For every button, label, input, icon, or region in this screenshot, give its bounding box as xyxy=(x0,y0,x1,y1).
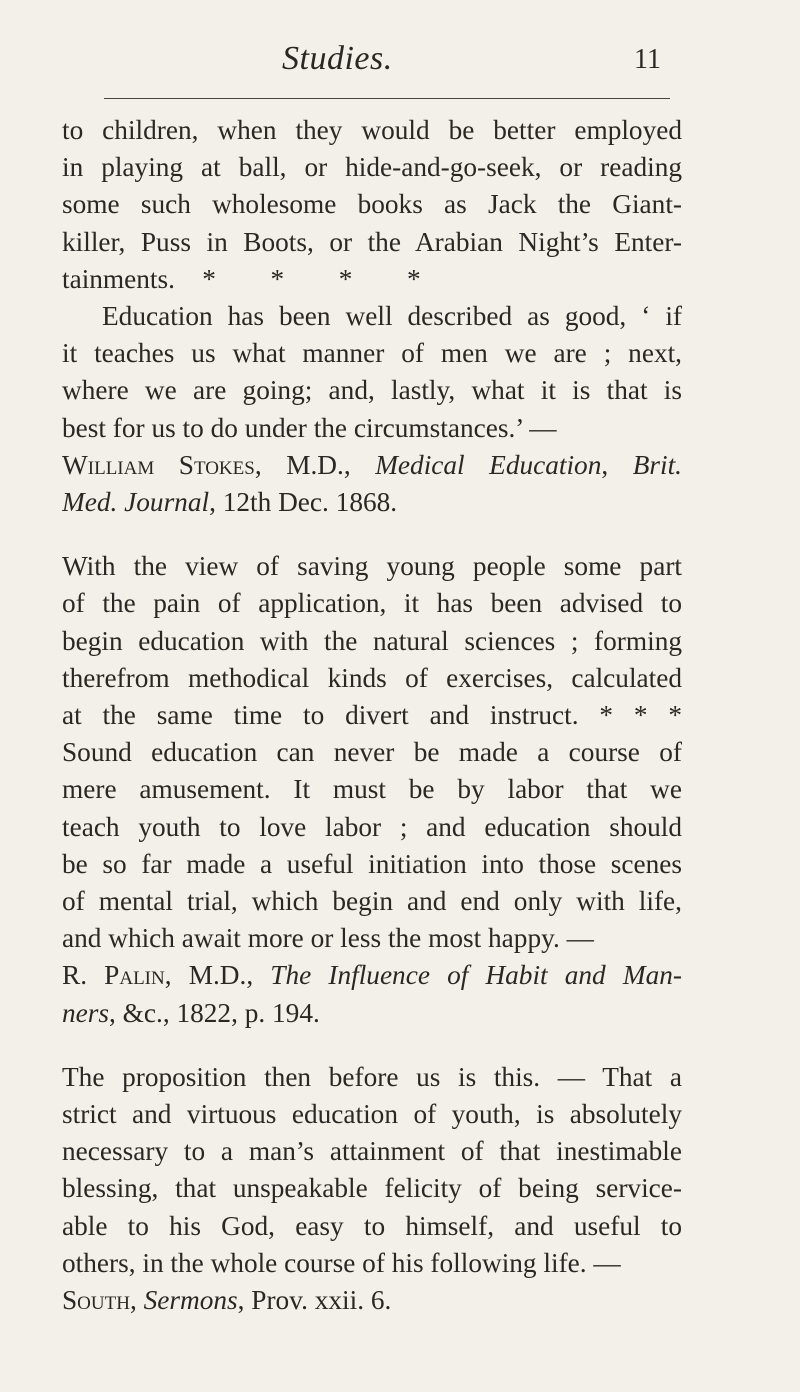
text-line: some such wholesome books as Jack the Giant- xyxy=(62,189,682,220)
citation-work: The Influence of Habit and Man- xyxy=(270,960,682,991)
text-line: where we are going; and, lastly, what it is that is xyxy=(62,375,682,406)
paragraph-natural-sciences xyxy=(62,548,682,1032)
text-line: teach youth to love labor ; and education should xyxy=(62,811,682,842)
citation-work: Brit. xyxy=(632,449,682,480)
citation-text: , M.D., xyxy=(164,960,271,991)
text-line: of mental trial, which begin and end only with life, xyxy=(62,886,682,917)
citation-text: , M.D., xyxy=(254,449,376,480)
text-line: be so far made a useful initiation into those scenes xyxy=(62,848,682,879)
text-line: able to his God, easy to himself, and useful to xyxy=(62,1210,682,1241)
citation-line xyxy=(62,484,682,521)
citation-text: , Prov. xxii. 6. xyxy=(237,1285,392,1316)
text-line: With the view of saving young people some part xyxy=(62,551,682,582)
citation-line xyxy=(62,1282,682,1319)
text-line: The proposition then before us is this. — That a xyxy=(62,1061,682,1092)
text-line: killer, Puss in Boots, or the Arabian Night’s Enter- xyxy=(62,226,682,257)
text-line: Sound education can never be made a course of xyxy=(62,737,682,768)
text-line: to children, when they would be better employed xyxy=(62,115,682,145)
text-line: in playing at ball, or hide-and-go-seek, or reading xyxy=(62,152,682,183)
text-line: of the pain of application, it has been advised to xyxy=(62,588,682,619)
citation-text: , xyxy=(129,1285,144,1316)
citation-author: R. Palin xyxy=(62,960,165,991)
citation-line xyxy=(62,957,682,994)
paragraph-education-defined xyxy=(62,298,682,521)
citation-text: , xyxy=(601,449,633,480)
text-line: necessary to a man’s attainment of that inestimable xyxy=(62,1136,682,1167)
text-line: at the same time to divert and instruct. * * * xyxy=(62,700,682,731)
text-line: best for us to do under the circumstances.’ — xyxy=(62,412,557,443)
citation-author: William Stokes xyxy=(62,449,255,480)
citation-text: , &c., 1822, p. 194. xyxy=(109,997,320,1028)
citation-work: ners xyxy=(62,997,110,1028)
running-head xyxy=(0,40,800,84)
citation-work: Sermons xyxy=(143,1285,238,1316)
text-line: begin education with the natural sciences ; forming xyxy=(62,625,682,656)
text-line: others, in the whole course of his following life. — xyxy=(62,1247,621,1278)
citation-work: Medical Education xyxy=(375,449,602,480)
text-line: Education has been well described as good, ‘ if xyxy=(102,301,682,332)
paragraph-children-books xyxy=(62,112,682,298)
text-line: blessing, that unspeakable felicity of being service- xyxy=(62,1173,682,1204)
header-rule xyxy=(104,98,670,99)
text-line: it teaches us what manner of men we are ; next, xyxy=(62,338,682,369)
text-line: therefrom methodical kinds of exercises, calculated xyxy=(62,662,682,693)
citation-line xyxy=(62,447,682,484)
citation-work: Med. Journal xyxy=(62,487,210,518)
text-line: strict and virtuous education of youth, is absolutely xyxy=(62,1099,682,1130)
page-number: 11 xyxy=(634,44,661,75)
running-title: Studies. xyxy=(282,40,393,77)
text-line: and which await more or less the most happy. — xyxy=(62,923,594,954)
text-line: tainments. * * * * xyxy=(62,263,421,294)
paragraph-strict-education xyxy=(62,1059,682,1319)
citation-author: South xyxy=(62,1285,130,1316)
page-body xyxy=(62,112,682,1319)
citation-text: , 12th Dec. 1868. xyxy=(209,487,398,518)
citation-line xyxy=(62,995,682,1032)
text-line: mere amusement. It must be by labor that we xyxy=(62,774,682,805)
